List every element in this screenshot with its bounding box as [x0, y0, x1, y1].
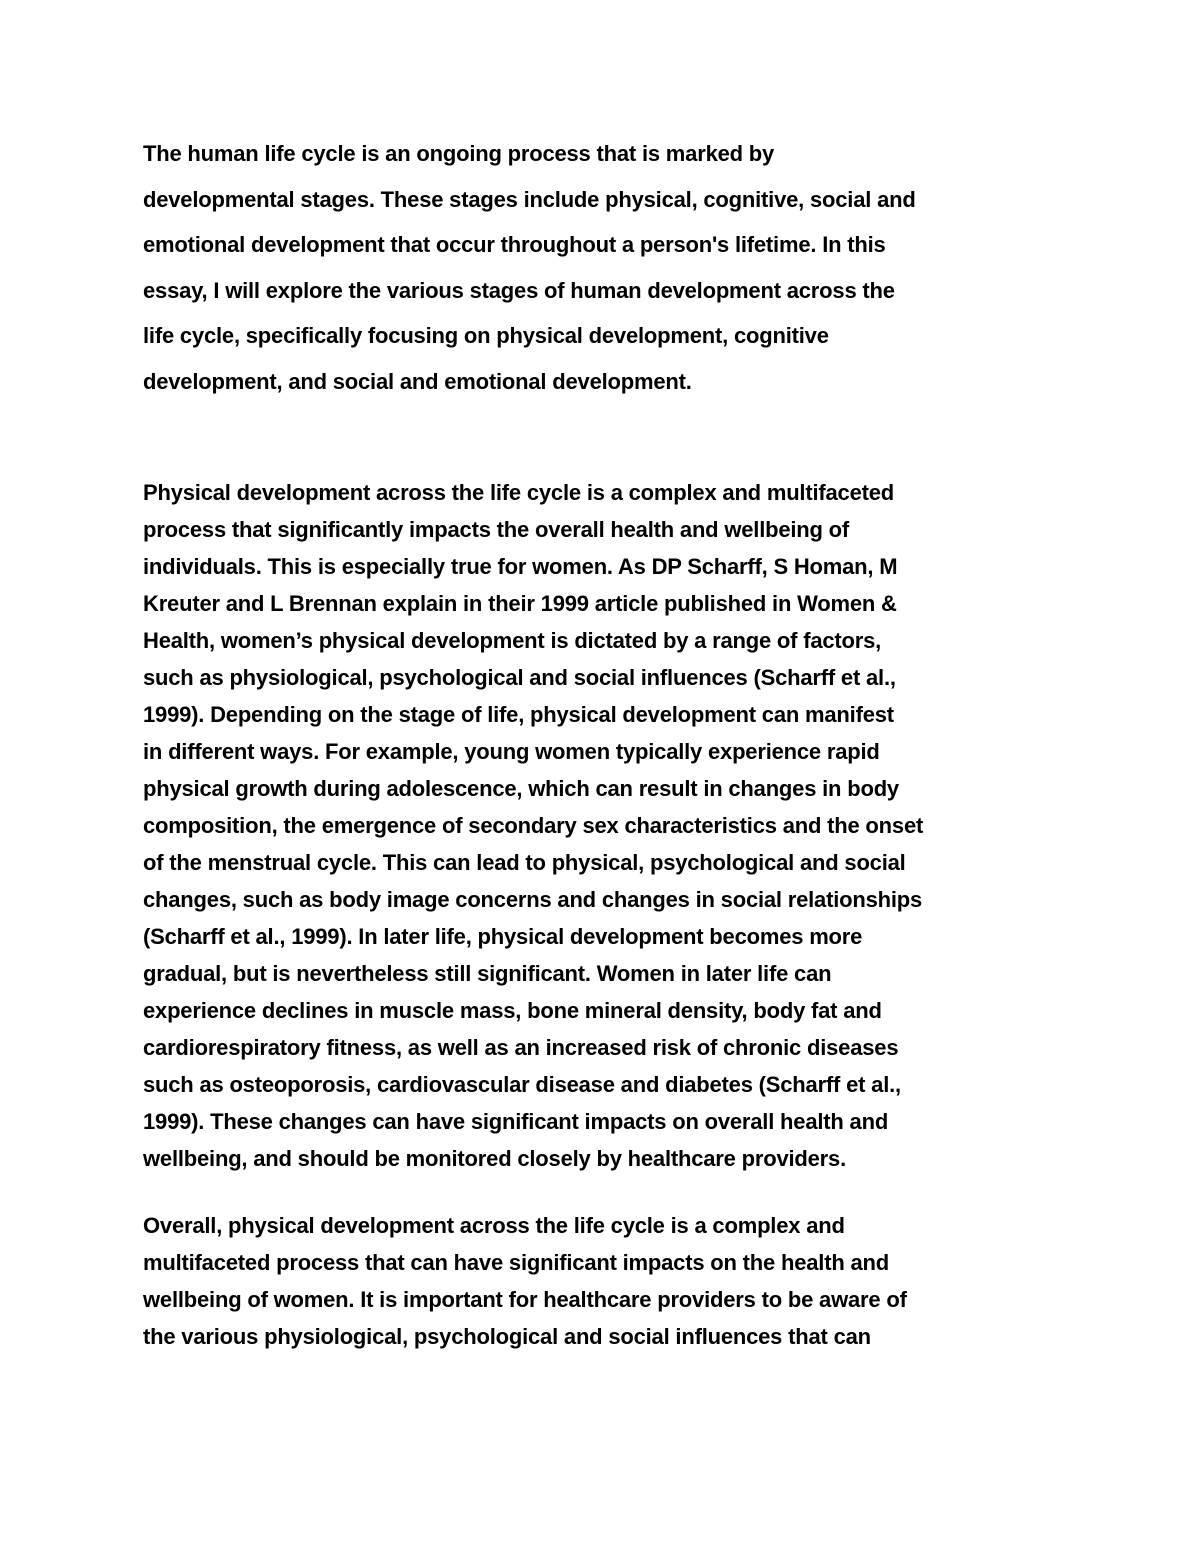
paragraph-physical-development	[143, 474, 1083, 1177]
text-line: individuals. This is especially true for women. As DP Scharff, S Homan, M	[143, 554, 898, 579]
text-line: wellbeing of women. It is important for healthcare providers to be aware of	[143, 1287, 907, 1312]
text-line: experience declines in muscle mass, bone mineral density, body fat and	[143, 998, 882, 1023]
text-line: Kreuter and L Brennan explain in their 1999 article published in Women &	[143, 591, 897, 616]
text-line: life cycle, specifically focusing on physical development, cognitive	[143, 323, 829, 348]
text-line: Overall, physical development across the life cycle is a complex and	[143, 1213, 845, 1238]
paragraph-intro	[143, 131, 1083, 404]
text-line: such as physiological, psychological and social influences (Scharff et al.,	[143, 665, 896, 690]
text-line: multifaceted process that can have significant impacts on the health and	[143, 1250, 889, 1275]
text-line: changes, such as body image concerns and changes in social relationships	[143, 887, 923, 912]
text-line: process that significantly impacts the overall health and wellbeing of	[143, 517, 850, 542]
text-line: (Scharff et al., 1999). In later life, physical development becomes more	[143, 924, 863, 949]
text-line: Physical development across the life cycle is a complex and multifaceted	[143, 480, 895, 505]
text-line: such as osteoporosis, cardiovascular disease and diabetes (Scharff et al.,	[143, 1072, 901, 1097]
text-line: gradual, but is nevertheless still significant. Women in later life can	[143, 961, 832, 986]
text-line: composition, the emergence of secondary sex characteristics and the onset	[143, 813, 924, 838]
paragraph-overall	[143, 1207, 1083, 1355]
text-line: developmental stages. These stages include physical, cognitive, social and	[143, 186, 916, 212]
text-line: the various physiological, psychological and social influences that can	[143, 1324, 871, 1349]
text-line: cardiorespiratory fitness, as well as an increased risk of chronic diseases	[143, 1035, 899, 1060]
text-line: physical growth during adolescence, which can result in changes in body	[143, 776, 899, 801]
text-line: The human life cycle is an ongoing process that is marked by	[143, 141, 775, 166]
text-line: essay, I will explore the various stages of human development across the	[143, 277, 895, 303]
text-line: of the menstrual cycle. This can lead to physical, psychological and social	[143, 850, 906, 875]
text-line: development, and social and emotional development.	[143, 368, 692, 394]
text-line: Health, women’s physical development is dictated by a range of factors,	[143, 628, 882, 653]
text-line: 1999). Depending on the stage of life, physical development can manifest	[143, 702, 894, 727]
essay-body	[143, 131, 1083, 1355]
text-line: 1999). These changes can have significant impacts on overall health and	[143, 1109, 889, 1134]
text-line: in different ways. For example, young women typically experience rapid	[143, 739, 880, 764]
text-line: emotional development that occur throughout a person's lifetime. In this	[143, 232, 886, 257]
text-line: wellbeing, and should be monitored closely by healthcare providers.	[143, 1146, 846, 1171]
